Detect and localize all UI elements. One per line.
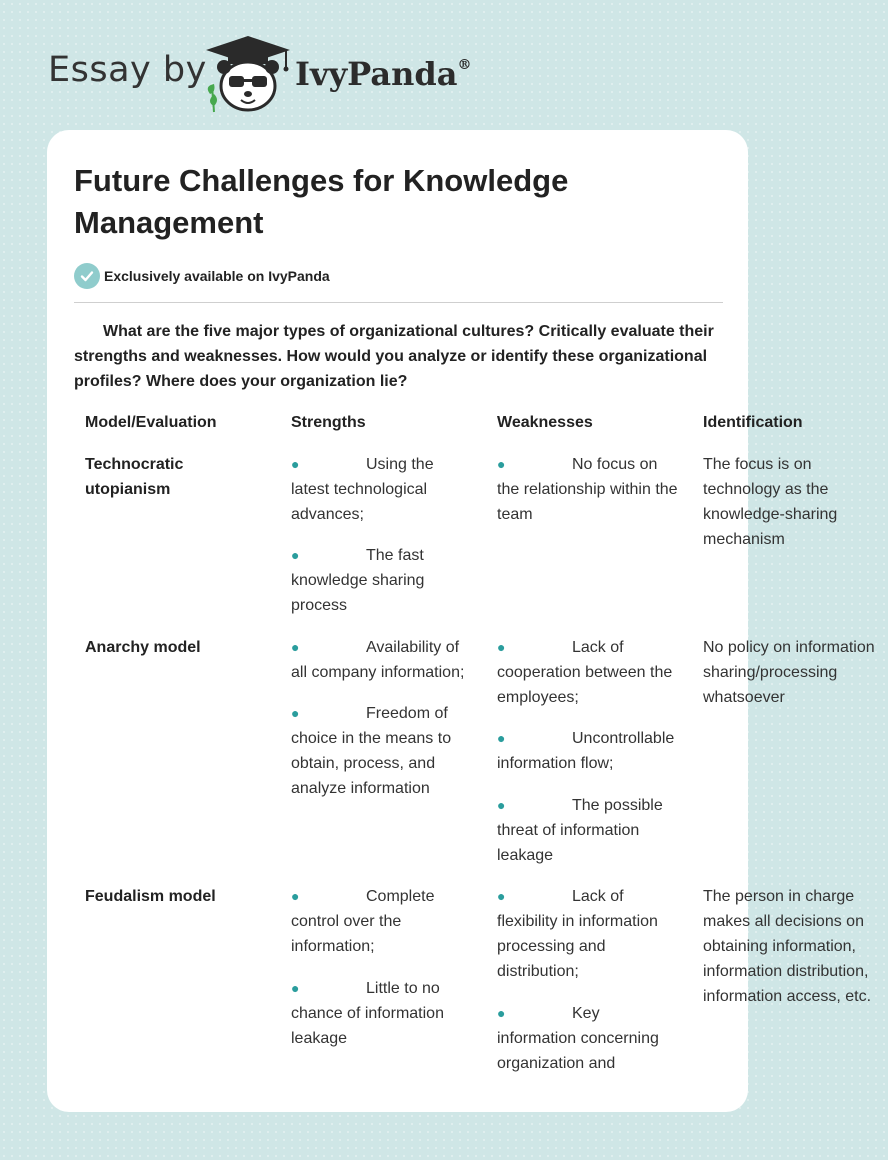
weakness-item: ● Key information concerning organization and: [497, 1001, 682, 1076]
row-model-feudalism: Feudalism model: [85, 888, 216, 905]
weakness-item: ● No focus on the relationship within the team: [497, 452, 682, 527]
weakness-item: ● Uncontrollable information flow;: [497, 726, 682, 776]
strength-item: ● Freedom of choice in the means to obtain, process, and analyze information: [291, 701, 476, 801]
strength-item: ● Availability of all company information;: [291, 635, 476, 685]
header-weaknesses: Weaknesses: [497, 414, 593, 431]
strength-item: ● Little to no chance of information leakage: [291, 976, 476, 1051]
weakness-item: ● Lack of cooperation between the employees;: [497, 635, 682, 710]
strength-item: ● Using the latest technological advances;: [291, 452, 476, 527]
panda-logo-icon[interactable]: [200, 34, 296, 114]
bullet-icon: ●: [291, 639, 300, 655]
essay-question: What are the five major types of organizational cultures? Critically evaluate their strengths and weaknesses. How would you analyze or identify these organizational profiles? Where does your organization lie?: [74, 323, 714, 390]
identification-text: No policy on information sharing/processing whatsoever: [703, 639, 875, 706]
site-header: [0, 0, 800, 130]
strength-item: ● Complete control over the information;: [291, 884, 476, 959]
header-model: Model/Evaluation: [85, 414, 217, 431]
page-title: Future Challenges for Knowledge Management: [74, 163, 569, 240]
bullet-icon: ●: [291, 705, 300, 721]
bullet-icon: ●: [497, 456, 506, 472]
header-identification: Identification: [703, 414, 803, 431]
identification-text: The person in charge makes all decisions on obtaining information, information distribution, information access, etc.: [703, 888, 872, 1005]
identification-text: The focus is on technology as the knowledge-sharing mechanism: [703, 456, 838, 548]
row-model-technocratic: Technocratic utopianism: [85, 456, 184, 498]
weakness-item: ● Lack of flexibility in information processing and distribution;: [497, 884, 682, 984]
bullet-icon: ●: [497, 639, 506, 655]
row-model-anarchy: Anarchy model: [85, 639, 201, 656]
exclusive-badge: [74, 263, 330, 289]
bullet-icon: ●: [497, 730, 506, 746]
divider: [74, 302, 723, 303]
check-icon: [74, 263, 100, 289]
bullet-icon: ●: [291, 888, 300, 904]
essay-card: [47, 130, 875, 1112]
bullet-icon: ●: [291, 547, 300, 563]
registered-mark: ®: [457, 57, 472, 74]
brand-name: IvyPanda®: [295, 55, 472, 93]
bullet-icon: ●: [291, 980, 300, 996]
bullet-icon: ●: [291, 456, 300, 472]
weakness-item: ● The possible threat of information leakage: [497, 793, 682, 868]
strength-item: ● The fast knowledge sharing process: [291, 543, 476, 618]
bullet-icon: ●: [497, 1005, 506, 1021]
brand-prefix: Essay by: [48, 50, 207, 90]
bullet-icon: ●: [497, 797, 506, 813]
bullet-icon: ●: [497, 888, 506, 904]
badge-text: Exclusively available on IvyPanda: [104, 268, 330, 284]
header-strengths: Strengths: [291, 414, 366, 431]
